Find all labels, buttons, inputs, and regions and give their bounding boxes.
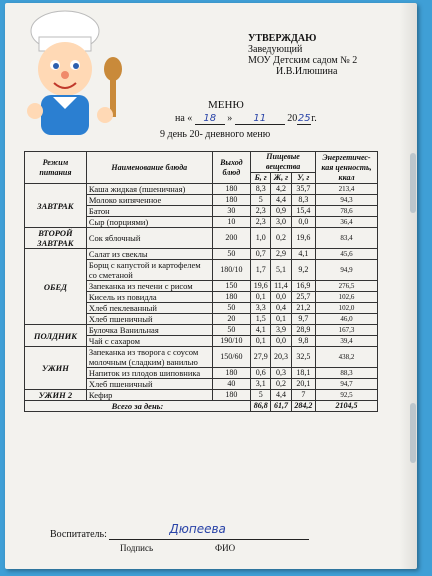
carb-cell: 9,8 — [291, 336, 316, 347]
menu-sheet — [5, 3, 417, 569]
fat-cell: 0,1 — [271, 314, 291, 325]
energy-cell: 39,4 — [316, 336, 378, 347]
energy-cell: 213,4 — [316, 184, 378, 195]
table-row — [25, 184, 378, 195]
fat-cell: 4,4 — [271, 195, 291, 206]
date-month: 11 — [235, 113, 285, 125]
output-cell: 20 — [212, 314, 250, 325]
protein-cell: 2,3 — [251, 217, 271, 228]
protein-cell: 1,5 — [251, 314, 271, 325]
menu-table — [24, 151, 378, 412]
protein-cell: 27,9 — [251, 347, 271, 368]
protein-cell: 3,3 — [251, 303, 271, 314]
table-row — [25, 249, 378, 260]
carb-cell: 9,7 — [291, 314, 316, 325]
binder-holes — [410, 153, 416, 213]
output-cell: 190/10 — [212, 336, 250, 347]
total-row: Всего за день: 86,8 61,7 284,2 2104,5 — [25, 401, 378, 412]
meal-cell: ВТОРОЙ ЗАВТРАК — [25, 228, 87, 249]
energy-cell: 94,3 — [316, 195, 378, 206]
meal-cell: УЖИН — [25, 347, 87, 390]
meal-cell: ПОЛДНИК — [25, 325, 87, 347]
dish-cell: Батон — [86, 206, 212, 217]
fat-cell: 3,9 — [271, 325, 291, 336]
menu-date: на « 18 » 11 2025г. — [175, 113, 317, 124]
dish-cell: Салат из свеклы — [86, 249, 212, 260]
protein-cell: 8,3 — [251, 184, 271, 195]
output-cell: 10 — [212, 217, 250, 228]
protein-cell: 0,6 — [251, 368, 271, 379]
approval-block — [248, 33, 357, 77]
energy-cell: 78,6 — [316, 206, 378, 217]
energy-cell: 102,0 — [316, 303, 378, 314]
carb-cell: 21,2 — [291, 303, 316, 314]
dish-cell: Хлеб пеклеванный — [86, 303, 212, 314]
fat-cell: 2,9 — [271, 249, 291, 260]
carb-cell: 32,5 — [291, 347, 316, 368]
fio-label: ФИО — [215, 543, 236, 553]
table-row — [25, 347, 378, 368]
educator-label: Воспитатель: — [50, 529, 107, 540]
protein-cell: 0,1 — [251, 336, 271, 347]
carb-cell: 8,3 — [291, 195, 316, 206]
fat-cell: 0,9 — [271, 206, 291, 217]
protein-cell: 19,6 — [251, 281, 271, 292]
total-label: Всего за день: — [25, 401, 251, 412]
energy-cell: 83,4 — [316, 228, 378, 249]
col-output: Выход блюд — [212, 152, 250, 184]
dish-cell: Хлеб пшеничный — [86, 379, 212, 390]
dish-cell: Хлеб пшеничный — [86, 314, 212, 325]
meal-cell: ЗАВТРАК — [25, 184, 87, 228]
col-fat: Ж, г — [271, 173, 291, 184]
energy-cell: 102,6 — [316, 292, 378, 303]
output-cell: 150 — [212, 281, 250, 292]
dish-cell: Борщ с капустой и картофелем со сметаной — [86, 260, 212, 281]
output-cell: 50 — [212, 325, 250, 336]
energy-cell: 92,5 — [316, 390, 378, 401]
energy-cell: 438,2 — [316, 347, 378, 368]
output-cell: 40 — [212, 379, 250, 390]
approval-title: УТВЕРЖДАЮ — [248, 33, 317, 44]
protein-cell: 1,0 — [251, 228, 271, 249]
meal-cell: УЖИН 2 — [25, 390, 87, 401]
col-energy: Энергетичес-кая ценность, ккал — [316, 152, 378, 184]
output-cell: 180/10 — [212, 260, 250, 281]
energy-cell: 94,9 — [316, 260, 378, 281]
energy-cell: 46,0 — [316, 314, 378, 325]
carb-cell: 15,4 — [291, 206, 316, 217]
carb-cell: 25,7 — [291, 292, 316, 303]
carb-cell: 7 — [291, 390, 316, 401]
table-row — [25, 228, 378, 249]
output-cell: 180 — [212, 390, 250, 401]
col-nutrients: Пищевые вещества — [251, 152, 316, 173]
fat-cell: 0,2 — [271, 228, 291, 249]
fat-cell: 4,4 — [271, 390, 291, 401]
fat-cell: 0,0 — [271, 292, 291, 303]
energy-cell: 94,7 — [316, 379, 378, 390]
output-cell: 180 — [212, 195, 250, 206]
dish-cell: Запеканка из печени с рисом — [86, 281, 212, 292]
output-cell: 30 — [212, 206, 250, 217]
sign-label: Подпись — [120, 543, 154, 553]
signature-handwritten: Дюпеева — [169, 522, 226, 536]
protein-cell: 4,1 — [251, 325, 271, 336]
output-cell: 180 — [212, 292, 250, 303]
date-year: 25 — [297, 113, 311, 124]
carb-cell: 4,1 — [291, 249, 316, 260]
col-carb: У, г — [291, 173, 316, 184]
approval-org: МОУ Детским садом № 2 — [248, 55, 358, 66]
protein-cell: 5 — [251, 390, 271, 401]
protein-cell: 0,7 — [251, 249, 271, 260]
protein-cell: 0,1 — [251, 292, 271, 303]
energy-cell: 276,5 — [316, 281, 378, 292]
fat-cell: 0,3 — [271, 368, 291, 379]
dish-cell: Булочка Ванильная — [86, 325, 212, 336]
dish-cell: Кисель из повидла — [86, 292, 212, 303]
signature-line — [50, 522, 309, 540]
protein-cell: 5 — [251, 195, 271, 206]
approval-person: И.В.Илюшина — [276, 66, 338, 77]
dish-cell: Кефир — [86, 390, 212, 401]
dish-cell: Молоко кипяченное — [86, 195, 212, 206]
menu-title: МЕНЮ — [208, 99, 244, 111]
output-cell: 200 — [212, 228, 250, 249]
paper-shade — [399, 3, 417, 569]
carb-cell: 0,0 — [291, 217, 316, 228]
fat-cell: 0,4 — [271, 303, 291, 314]
table-row — [25, 390, 378, 401]
energy-cell: 36,4 — [316, 217, 378, 228]
dish-cell: Каша жидкая (пшеничная) — [86, 184, 212, 195]
dish-cell: Чай с сахаром — [86, 336, 212, 347]
fat-cell: 11,4 — [271, 281, 291, 292]
fat-cell: 20,3 — [271, 347, 291, 368]
menu-day-line: 9 день 20- дневного меню — [160, 129, 271, 140]
output-cell: 180 — [212, 184, 250, 195]
fat-cell: 5,1 — [271, 260, 291, 281]
carb-cell: 28,9 — [291, 325, 316, 336]
output-cell: 50 — [212, 303, 250, 314]
output-cell: 50 — [212, 249, 250, 260]
energy-cell: 167,3 — [316, 325, 378, 336]
carb-cell: 19,6 — [291, 228, 316, 249]
fat-cell: 0,0 — [271, 336, 291, 347]
output-cell: 150/60 — [212, 347, 250, 368]
fat-cell: 3,0 — [271, 217, 291, 228]
carb-cell: 16,9 — [291, 281, 316, 292]
protein-cell: 3,1 — [251, 379, 271, 390]
col-meal: Режим питания — [25, 152, 87, 184]
chef-cartoon-icon — [7, 7, 137, 149]
fat-cell: 4,2 — [271, 184, 291, 195]
dish-cell: Напиток из плодов шиповника — [86, 368, 212, 379]
dish-cell: Сок яблочный — [86, 228, 212, 249]
energy-cell: 88,3 — [316, 368, 378, 379]
carb-cell: 9,2 — [291, 260, 316, 281]
dish-cell: Запеканка из творога с соусом молочным (сладким) ванилью — [86, 347, 212, 368]
carb-cell: 18,1 — [291, 368, 316, 379]
col-dish: Наименование блюда — [86, 152, 212, 184]
date-day: 18 — [195, 113, 225, 125]
carb-cell: 20,1 — [291, 379, 316, 390]
table-row — [25, 325, 378, 336]
protein-cell: 2,3 — [251, 206, 271, 217]
fat-cell: 0,2 — [271, 379, 291, 390]
output-cell: 180 — [212, 368, 250, 379]
col-protein: Б, г — [251, 173, 271, 184]
carb-cell: 35,7 — [291, 184, 316, 195]
binder-holes — [410, 403, 416, 463]
protein-cell: 1,7 — [251, 260, 271, 281]
dish-cell: Сыр (порциями) — [86, 217, 212, 228]
approval-position: Заведующий — [248, 44, 303, 55]
meal-cell: ОБЕД — [25, 249, 87, 325]
energy-cell: 45,6 — [316, 249, 378, 260]
